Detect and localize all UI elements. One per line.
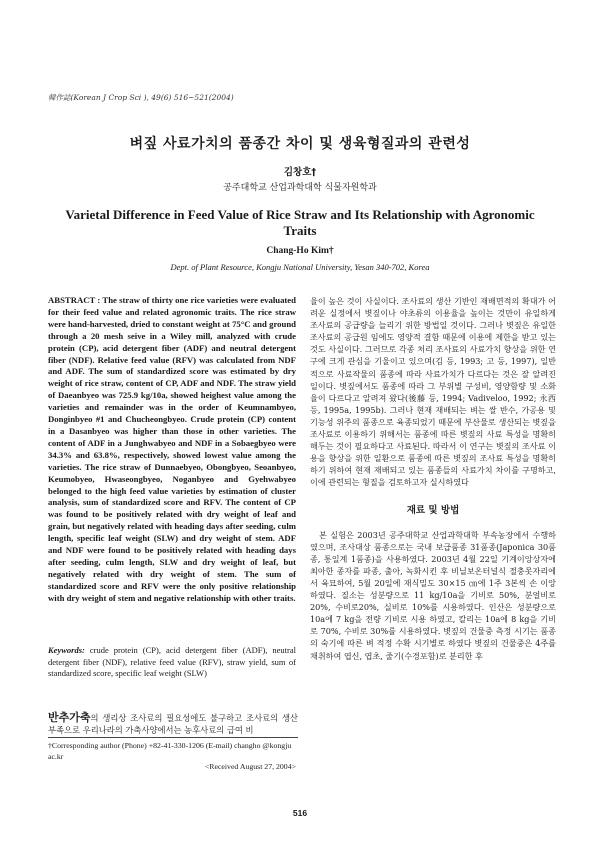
english-author: Chang-Ho Kim† <box>266 246 334 256</box>
introduction-start <box>48 712 298 736</box>
english-title: Varietal Difference in Feed Value of Rice Straw and Its Relationship with Agronomic Traits <box>65 207 535 238</box>
keywords-text: crude protein (CP), acid detergent fiber (ADF), neutral detergent fiber (NDF), relative feed value (RFV), straw yield, sum of standardized score, specific leaf weight (SLW) <box>48 645 296 679</box>
page-number: 516 <box>292 808 308 818</box>
received-date: <Received August 27, 2004> <box>204 762 296 771</box>
keywords <box>48 645 296 680</box>
intro-paragraph: 율이 높은 것이 사실이다. 조사료의 생산 기반인 재배면적의 확대가 어려운 실정에서 볏짚이나 야초류의 이용율을 높이는 것만이 유일하게 조사료의 공급량을 늘리기 위한 방법일 것이다. 그러나 볏짚은 유일한 조사료의 공급원 임에도 영양적 결함 때문에 이용에 제한을 받고 있는 것도 사실이다. 그러므로 각종 처리 조사료의 사료가치 향상을 위한 연구에 크게 관심을 기울이고 있으며(김 등, 1993; 고 등, 1997), 일반적으로 사료작물의 품종에 따라 사료가치가 다르다는 것은 잘 알려진 일이다. 볏짚에서도 품종에 따라 그 부위별 구성비, 영양함량 및 소화율이 다르다고 알려져 왔다(後藤 등, 1994; Vadiveloo, 1992; 永西 등, 1995a, 1995b). 그러나 현재 재배되는 벼는 쌀 반수, 가공용 및 기능성 위주의 품종으로 육종되었기 때문에 부산물로 생산되는 볏짚을 조사료로 이용하기 위해서는 품종에 따른 볏짚의 사료 특성을 명확히 해두는 것이 필요하다고 사료된다. 따라서 이 연구는 볏짚의 조사료 이용을 향상을 위한 일환으로 품종에 따른 볏짚의 조사료 특성을 명확히 하기 위하여 현재 재배되고 있는 품종들의 사료가치 차이를 구명하고, 이에 관련되는 형질을 검토하고자 실시하였다 <box>310 296 556 488</box>
right-column <box>310 295 556 662</box>
abstract: ABSTRACT : The straw of thirty one rice varieties were evaluated for their feed value and related agronomic traits. The rice straw were hand-harvested, dried to constant weight at 75°C and ground through a 20 mesh seive in a Wiley mill, analyzed with crude protein (CP), acid detergent fiber (ADF) and neutral detergent fiber (NDF). Relative feed value (RFV) was calculated from NDF and ADF. The sum of standardized score was estimated by dry weight of rice straw, content of CP, ADF and NDF. The straw yield of Daeanbyeo was 725.9 kg/10a, showed heighest value among the varieties and remainder was in the order of Keumnambyeo, Donginbyeo #1 and Chucheongbyeo. Crude protein (CP) content in a Dasanbyeo was higher than those in other varieties. The content of ADF in a Junghwabyeo and NDF in a Sobaegbyeo were 34.3% and 63.8%, respectively, showed lowest value among the varieties. The rice straw of Dunnaebyeo, Obongbyeo, Seoanbyeo, Keumobyeo, Hwaseongbyeo, Noganbyeo and Gyehwabyeo belonged to the high feed value varieties by estimation of cluster analysis, sum of standardized score and RFV. The content of CP was found to be positively related with dry weight of leaf and grain, but negatively related with heading days after seeding, culm length, specific leaf weight (SLW) and dry weight of stem. ADF and NDF were found to be positively related with heading days after seeding, culm length, SLW and dry weight of leaf, but negatively related with dry weight of stem. The sum of standardized score and RFV were the only positive relationship with dry weight of stem and negative relationship with other traits. <box>48 295 296 603</box>
english-affiliation: Dept. of Plant Resource, Kongju National University, Yesan 340-702, Korea <box>170 262 430 272</box>
footnote-contact: †Corresponding author (Phone) +82-41-330-1206 (E-mail) changho @kongju ac.kr <box>48 741 292 761</box>
intro-dropcap: 반추가축 <box>48 711 91 724</box>
methods-paragraph: 본 실험은 2003년 공주대학교 산업과학대학 부속농장에서 수행하였으며, 조사대상 품종으로는 국내 보급품종 31품종(Japonica 30품종, 통일계 1품종)을 사용하였다. 2003년 4월 22일 기계이앙상자에 최아한 종자를 파종, 출아, 녹화시킨 후 비닐보온터널식 절충못자리에서 육묘하여, 5월 20일에 재식밀도 30×15 ㎝에 1주 3본씩 손 이앙 하였다. 질소는 성분량으로 11 kg/10a을 기비로 50%, 분얼비로 20%, 수비로20%, 실비로 10%를 시용하였다. 인산은 성분량으로 10a에 7 kg을 전량 기비로 시용 하였고, 칼리는 10a에 8 kg을 기비로 70%, 수비로 30%를 시용하였다. 볏짚의 건물중 측정 시기는 품종의 숙기에 따른 벼 적정 수확 시기별로 하였다 볏짚의 건물중은 4주를 채취하여 엽신, 엽초, 줄기(수경포함)로 분리한 후 <box>310 529 556 661</box>
journal-citation: 韓作誌(Korean J Crop Sci ), 49(6) 516~521(2004) <box>48 93 234 102</box>
keywords-label: Keywords: <box>48 645 85 655</box>
footnote <box>48 741 296 773</box>
footnote-divider <box>48 737 298 738</box>
intro-text: 의 생리상 조사료의 필요성에도 불구하고 조사료의 생산 부족으로 우리나라의 가축사양에서는 농후사료의 급여 비 <box>48 713 298 735</box>
section-heading-methods: 재료 및 방법 <box>406 504 460 516</box>
korean-author: 김창호† <box>283 167 317 178</box>
korean-title: 벼짚 사료가치의 품종간 차이 및 생육형질과의 관련성 <box>129 136 471 152</box>
korean-affiliation: 공주대학교 산업과학대학 식물자원학과 <box>223 183 377 193</box>
